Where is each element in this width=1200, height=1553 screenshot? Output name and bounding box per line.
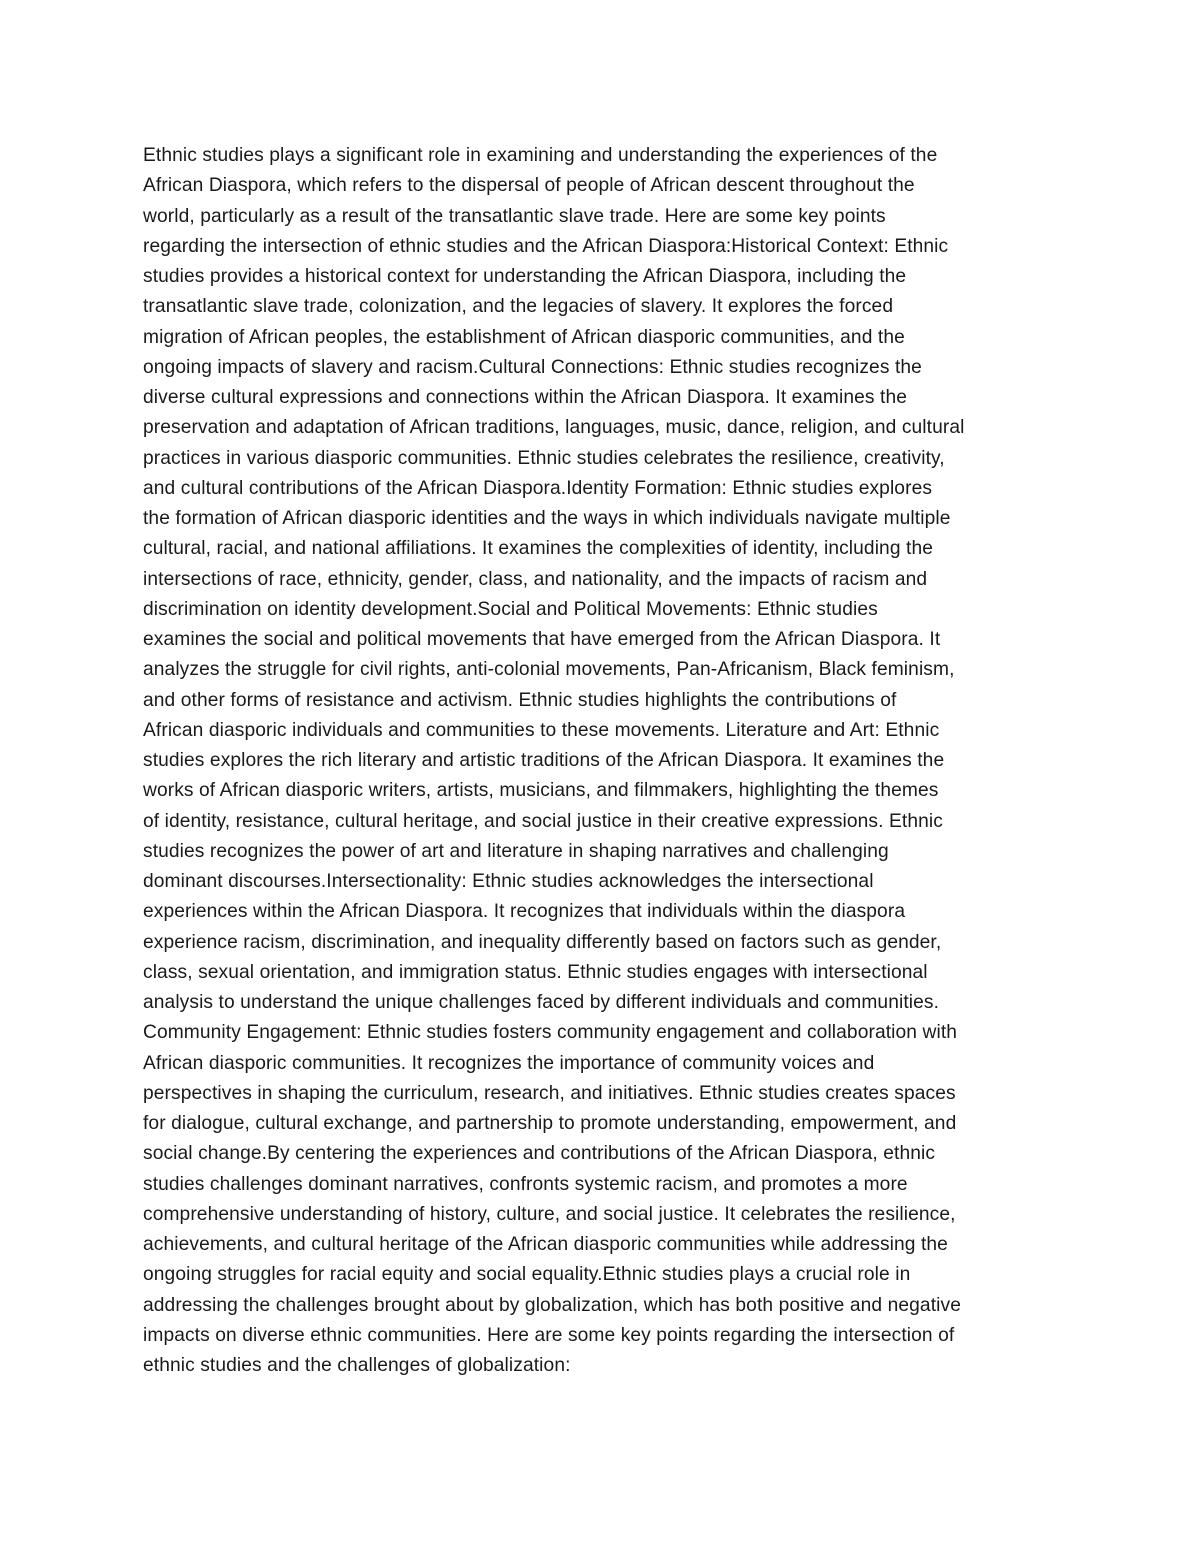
text-line: studies explores the rich literary and artistic traditions of the African Diaspora. It examines the	[143, 750, 945, 771]
text-line: comprehensive understanding of history, culture, and social justice. It celebrates the resilience,	[143, 1203, 956, 1225]
text-line: examines the social and political movements that have emerged from the African Diaspora. It	[143, 629, 941, 650]
text-line: diverse cultural expressions and connections within the African Diaspora. It examines the	[143, 387, 908, 408]
text-line: dominant discourses.Intersectionality: Ethnic studies acknowledges the intersectional	[143, 871, 874, 892]
text-line: analyzes the struggle for civil rights, anti-colonial movements, Pan-Africanism, Black feminism,	[143, 659, 955, 681]
text-line: of identity, resistance, cultural heritage, and social justice in their creative expressions. Ethnic	[143, 810, 943, 832]
text-line: Community Engagement: Ethnic studies fosters community engagement and collaboration with	[143, 1022, 958, 1044]
text-line: and other forms of resistance and activism. Ethnic studies highlights the contributions of	[143, 689, 897, 711]
text-line: intersections of race, ethnicity, gender, class, and nationality, and the impacts of racism and	[143, 568, 928, 590]
text-line: for dialogue, cultural exchange, and partnership to promote understanding, empowerment, and	[143, 1113, 957, 1134]
text-line: achievements, and cultural heritage of the African diasporic communities while addressing the	[143, 1234, 948, 1255]
body-paragraph	[143, 141, 1063, 1381]
text-line: African diasporic communities. It recognizes the importance of community voices and	[143, 1052, 875, 1074]
text-line: experience racism, discrimination, and inequality differently based on factors such as gender,	[143, 931, 942, 953]
text-line: preservation and adaptation of African traditions, languages, music, dance, religion, and cultural	[143, 417, 965, 439]
text-line: analysis to understand the unique challenges faced by different individuals and communities.	[143, 992, 940, 1013]
text-line: migration of African peoples, the establishment of African diasporic communities, and the	[143, 326, 905, 348]
text-line: impacts on diverse ethnic communities. Here are some key points regarding the intersection of	[143, 1324, 955, 1346]
text-line: African Diaspora, which refers to the dispersal of people of African descent throughout the	[143, 175, 915, 197]
text-line: and cultural contributions of the African Diaspora.Identity Formation: Ethnic studies explores	[143, 477, 933, 499]
text-line: studies provides a historical context for understanding the African Diaspora, including the	[143, 266, 907, 287]
text-line: addressing the challenges brought about by globalization, which has both positive and negative	[143, 1294, 961, 1316]
text-line: world, particularly as a result of the transatlantic slave trade. Here are some key points	[143, 205, 886, 227]
text-line: social change.By centering the experiences and contributions of the African Diaspora, ethnic	[143, 1143, 936, 1165]
text-line: cultural, racial, and national affiliations. It examines the complexities of identity, including the	[143, 538, 934, 560]
text-line: studies challenges dominant narratives, confronts systemic racism, and promotes a more	[143, 1173, 908, 1195]
text-line: ongoing impacts of slavery and racism.Cultural Connections: Ethnic studies recognizes the	[143, 356, 922, 378]
text-line: transatlantic slave trade, colonization, and the legacies of slavery. It explores the forced	[143, 296, 894, 318]
text-line: regarding the intersection of ethnic studies and the African Diaspora:Historical Context: Ethnic	[143, 235, 949, 257]
text-line: experiences within the African Diaspora. It recognizes that individuals within the diaspora	[143, 901, 906, 923]
text-line: ethnic studies and the challenges of globalization:	[143, 1355, 571, 1376]
text-line: works of African diasporic writers, artists, musicians, and filmmakers, highlighting the themes	[143, 780, 939, 802]
text-line: class, sexual orientation, and immigration status. Ethnic studies engages with intersectional	[143, 961, 928, 983]
text-line: practices in various diasporic communities. Ethnic studies celebrates the resilience, creativity,	[143, 447, 945, 469]
text-line: discrimination on identity development.Social and Political Movements: Ethnic studies	[143, 598, 878, 620]
text-line: the formation of African diasporic identities and the ways in which individuals navigate multiple	[143, 508, 951, 529]
text-line: perspectives in shaping the curriculum, research, and initiatives. Ethnic studies creates spaces	[143, 1082, 956, 1104]
text-line: studies recognizes the power of art and literature in shaping narratives and challenging	[143, 840, 889, 862]
text-line: African diasporic individuals and communities to these movements. Literature and Art: Ethnic	[143, 719, 940, 741]
text-line: ongoing struggles for racial equity and social equality.Ethnic studies plays a crucial role in	[143, 1264, 911, 1286]
text-line: Ethnic studies plays a significant role in examining and understanding the experiences of the	[143, 145, 938, 166]
